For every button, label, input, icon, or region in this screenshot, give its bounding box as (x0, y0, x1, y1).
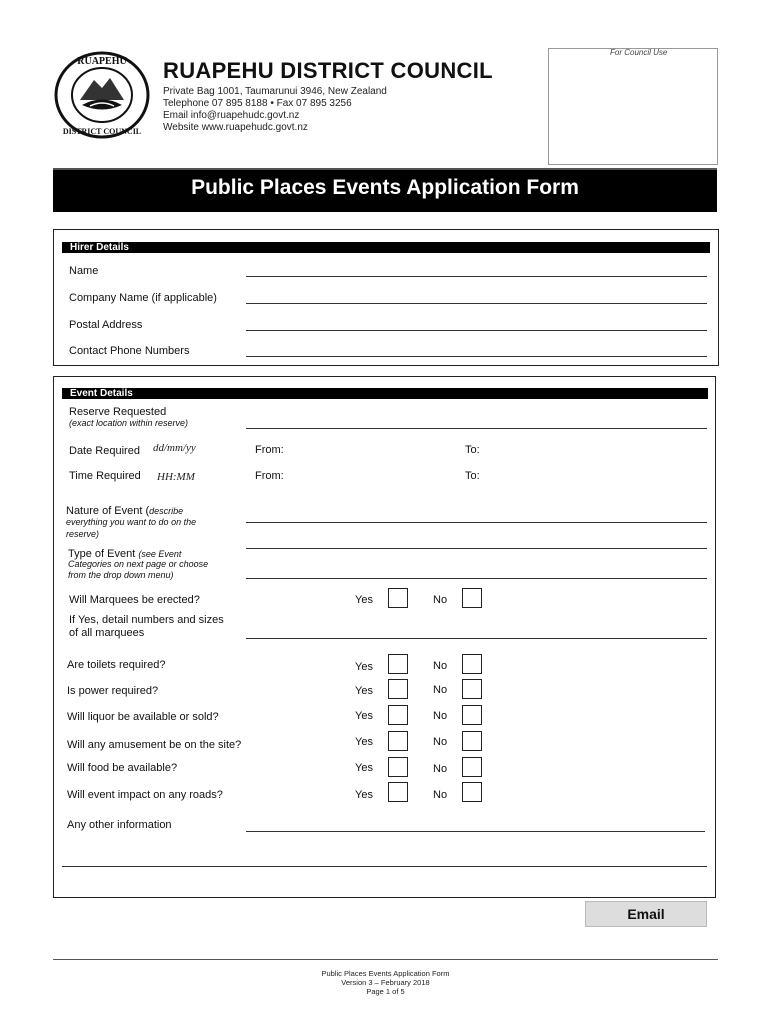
council-address: Private Bag 1001, Taumarunui 3946, New Zealand (163, 86, 387, 97)
council-seal-logo (52, 50, 152, 140)
time-label: Time Required (69, 470, 141, 482)
time-from-field[interactable] (290, 482, 450, 483)
date-hint: dd/mm/yy (153, 442, 196, 454)
time-to-label: To: (465, 470, 480, 482)
date-to-field[interactable] (488, 456, 698, 457)
marquee-detail-label-2: of all marquees (69, 627, 145, 639)
marquee-detail-field[interactable] (246, 638, 707, 639)
amusement-no-checkbox[interactable] (462, 731, 482, 751)
liquor-yes-label: Yes (355, 710, 373, 722)
amusement-yes-label: Yes (355, 736, 373, 748)
svg-text:RUAPEHU: RUAPEHU (77, 56, 127, 67)
council-use-label: For Council Use (610, 48, 668, 57)
postal-field[interactable] (246, 330, 707, 331)
food-yes-checkbox[interactable] (388, 757, 408, 777)
food-no-checkbox[interactable] (462, 757, 482, 777)
liquor-label: Will liquor be available or sold? (67, 711, 219, 723)
food-yes-label: Yes (355, 762, 373, 774)
marquees-no-checkbox[interactable] (462, 588, 482, 608)
postal-label: Postal Address (69, 319, 143, 331)
toilets-yes-label: Yes (355, 661, 373, 673)
time-to-field[interactable] (488, 482, 698, 483)
type-field-top (246, 548, 707, 549)
date-label: Date Required (69, 445, 140, 457)
roads-no-checkbox[interactable] (462, 782, 482, 802)
liquor-no-checkbox[interactable] (462, 705, 482, 725)
other-info-field[interactable] (246, 831, 705, 832)
type-label: Type of Event (see Event (68, 548, 182, 560)
marquees-yes-label: Yes (355, 594, 373, 606)
footer-version: Version 3 – February 2018 (341, 978, 430, 987)
phone-field[interactable] (246, 356, 707, 357)
council-name: RUAPEHU DISTRICT COUNCIL (163, 58, 493, 83)
food-no-label: No (433, 763, 448, 775)
hirer-details-heading: Hirer Details (62, 242, 710, 253)
reserve-label: Reserve Requested (69, 406, 167, 418)
company-label: Company Name (if applicable) (69, 292, 217, 304)
company-field[interactable] (246, 303, 707, 304)
roads-yes-checkbox[interactable] (388, 782, 408, 802)
time-from-label: From: (255, 470, 284, 482)
email-button[interactable]: Email (585, 901, 707, 927)
power-no-label: No (433, 684, 448, 696)
roads-yes-label: Yes (355, 789, 373, 801)
other-info-field-2[interactable] (62, 866, 707, 867)
svg-text:DISTRICT COUNCIL: DISTRICT COUNCIL (62, 127, 142, 136)
form-title: Public Places Events Application Form (191, 176, 579, 199)
roads-label: Will event impact on any roads? (67, 789, 223, 801)
amusement-yes-checkbox[interactable] (388, 731, 408, 751)
name-label: Name (69, 265, 99, 277)
amusement-no-label: No (433, 736, 448, 748)
toilets-no-label: No (433, 660, 448, 672)
council-phone-fax: Telephone 07 895 8188 • Fax 07 895 3256 (163, 98, 352, 109)
roads-no-label: No (433, 789, 448, 801)
phone-label: Contact Phone Numbers (69, 345, 190, 357)
type-sub-label-2: from the drop down menu) (68, 570, 174, 580)
time-hint: HH:MM (157, 471, 195, 483)
liquor-yes-checkbox[interactable] (388, 705, 408, 725)
footer-divider (53, 959, 718, 960)
reserve-field[interactable] (246, 428, 707, 429)
council-use-box (548, 48, 718, 165)
event-details-heading: Event Details (62, 388, 708, 399)
toilets-label: Are toilets required? (67, 659, 166, 671)
marquee-detail-label: If Yes, detail numbers and sizes (69, 614, 224, 626)
nature-label: Nature of Event (describe (66, 505, 184, 517)
footer-form-name: Public Places Events Application Form (321, 969, 450, 978)
marquees-no-label: No (433, 594, 448, 606)
liquor-no-label: No (433, 710, 448, 722)
power-no-checkbox[interactable] (462, 679, 482, 699)
other-info-label: Any other information (67, 819, 172, 831)
nature-field[interactable] (246, 522, 707, 523)
name-field[interactable] (246, 276, 707, 277)
marquees-label: Will Marquees be erected? (69, 594, 200, 606)
nature-sub-label-2: reserve) (66, 529, 100, 539)
date-from-field[interactable] (290, 456, 450, 457)
toilets-no-checkbox[interactable] (462, 654, 482, 674)
date-from-label: From: (255, 444, 284, 456)
council-website: Website www.ruapehudc.govt.nz (163, 122, 308, 133)
type-field[interactable] (246, 578, 707, 579)
toilets-yes-checkbox[interactable] (388, 654, 408, 674)
type-sub-label: Categories on next page or choose (68, 559, 209, 569)
date-to-label: To: (465, 444, 480, 456)
power-yes-label: Yes (355, 685, 373, 697)
food-label: Will food be available? (67, 762, 178, 774)
power-yes-checkbox[interactable] (388, 679, 408, 699)
footer-page-number: Page 1 of 5 (366, 987, 405, 996)
nature-sub-label: everything you want to do on the (66, 517, 197, 527)
marquees-yes-checkbox[interactable] (388, 588, 408, 608)
reserve-sub-label: (exact location within reserve) (69, 418, 189, 428)
amusement-label: Will any amusement be on the site? (67, 739, 242, 751)
power-label: Is power required? (67, 685, 159, 697)
council-email: Email info@ruapehudc.govt.nz (163, 110, 300, 121)
